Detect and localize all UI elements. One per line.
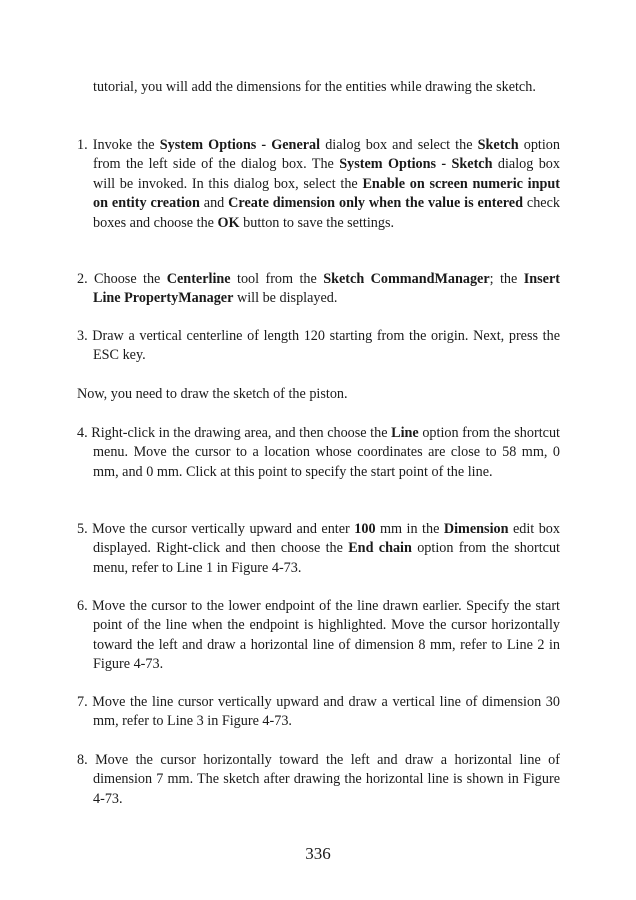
step-1-bold-ok: OK: [217, 214, 240, 231]
step-4-text: 4. Right-click in the drawing area, and then choose the: [77, 425, 392, 441]
step-2: [77, 270, 560, 309]
step-7: 7. Move the line cursor vertically upward and draw a vertical line of dimension 30 mm, refer to Line 3 in Figure 4-73.: [77, 694, 560, 730]
step-1-text: check boxes and choose the: [93, 195, 560, 231]
step-3: 3. Draw a vertical centerline of length 120 starting from the origin. Next, press the ESC key.: [77, 328, 560, 364]
step-1-bold-sketch: Sketch: [477, 137, 519, 153]
step-2-bold-propertymanager: Insert Line PropertyManager: [93, 271, 560, 307]
step-5-text: option from the shortcut menu, refer to Line 1 in Figure 4-73.: [93, 540, 560, 576]
step-2-text: tool from the: [230, 271, 324, 287]
step-2-bold-commandmanager: Sketch CommandManager: [323, 271, 490, 287]
step-5-text: 5. Move the cursor vertically upward and enter: [77, 521, 355, 537]
step-1-text: 1. Invoke the: [77, 137, 160, 153]
step-5-text: mm in the: [375, 521, 444, 537]
intro-paragraph: tutorial, you will add the dimensions for the entities while drawing the sketch.: [93, 79, 536, 95]
step-1-bold-general: System Options - General: [159, 137, 321, 153]
step-6: 6. Move the cursor to the lower endpoint of the line drawn earlier. Specify the start point of the line when the endpoint is highlighted. Move the cursor horizontally toward the left and draw a horizontal line of dimension 8 mm, refer to Line 2 in Figure 4-73.: [77, 598, 560, 673]
step-1-text: option from the left side of the dialog box. The: [93, 137, 560, 173]
step-1-text: button to save the settings.: [239, 214, 395, 231]
step-1-text: and: [199, 195, 229, 212]
step-1-text: dialog box and select the: [320, 137, 478, 153]
note-paragraph: Now, you need to draw the sketch of the piston.: [77, 386, 348, 402]
step-2-bold-centerline: Centerline: [166, 271, 231, 287]
step-5-bold-end-chain: End chain: [348, 540, 412, 557]
step-4-bold-line: Line: [391, 425, 419, 441]
step-2-text: ; the: [489, 271, 524, 287]
page-number: 336: [305, 844, 331, 863]
step-4-text: option from the shortcut menu. Move the cursor to a location whose coordinates are close to 58 mm, 0 mm, and 0 mm. Click at this point to specify the start point of the line.: [93, 425, 560, 480]
step-5-bold-value: 100: [354, 521, 376, 537]
step-2-text: 2. Choose the: [77, 271, 167, 287]
step-1-bold-options-sketch: System Options - Sketch: [339, 156, 493, 173]
step-1: [77, 136, 560, 233]
step-5-text: edit box displayed. Right-click and then choose the: [93, 521, 560, 557]
step-1-bold-enable: Enable on screen numeric input on entity creation: [93, 175, 560, 212]
step-4: [77, 424, 560, 482]
step-1-text: dialog box will be invoked. In this dialog box, select the: [93, 156, 560, 192]
step-5: [77, 520, 560, 578]
step-5-bold-dimension: Dimension: [443, 521, 509, 537]
step-8: 8. Move the cursor horizontally toward the left and draw a horizontal line of dimension 7 mm. The sketch after drawing the horizontal line is shown in Figure 4-73.: [77, 752, 560, 807]
step-1-bold-create: Create dimension only when the value is entered: [228, 195, 523, 212]
step-2-text: will be displayed.: [233, 290, 338, 307]
